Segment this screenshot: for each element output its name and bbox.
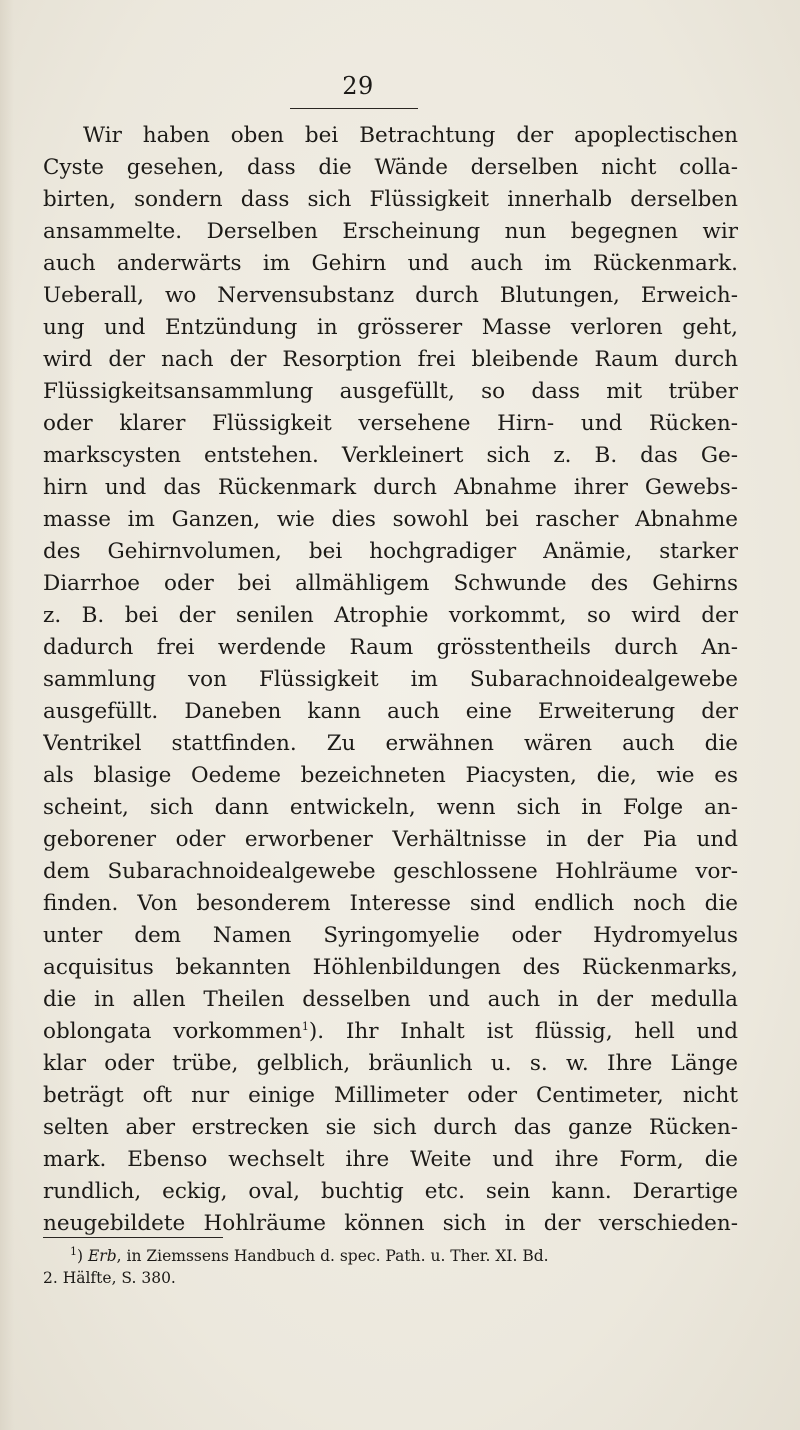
- text-line: z. B. bei der senilen Atrophie vorkommt, so wird der: [43, 603, 738, 628]
- footnote-marker: 1: [70, 1244, 77, 1258]
- text-line: oder klarer Flüssigkeit versehene Hirn- und Rücken-: [43, 411, 738, 436]
- footnote-author: Erb: [87, 1247, 117, 1265]
- text-line: markscysten entstehen. Verkleinert sich z. B. das Ge-: [43, 443, 738, 468]
- text-line: als blasige Oedeme bezeichneten Piacysten, die, wie es: [43, 763, 738, 788]
- text-line: klar oder trübe, gelblich, bräunlich u. s. w. Ihre Länge: [43, 1051, 738, 1076]
- text-line: Diarrhoe oder bei allmähligem Schwunde des Gehirns: [43, 571, 738, 596]
- text-line: hirn und das Rückenmark durch Abnahme ihrer Gewebs-: [43, 475, 738, 500]
- footnote-continuation: 2. Hälfte, S. 380.: [43, 1269, 176, 1287]
- text-line: sammlung von Flüssigkeit im Subarachnoidealgewebe: [43, 667, 738, 692]
- footnote-rule: [43, 1237, 223, 1238]
- text-line: Flüssigkeitsansammlung ausgefüllt, so dass mit trüber: [43, 379, 738, 404]
- text-line: Cyste gesehen, dass die Wände derselben nicht colla-: [43, 155, 738, 180]
- text-line: ansammelte. Derselben Erscheinung nun begegnen wir: [43, 219, 738, 244]
- footnote-reference[interactable]: 1: [301, 1019, 309, 1033]
- text-line: geborener oder erworbener Verhältnisse in der Pia und: [43, 827, 738, 852]
- text-fragment: oblongata vorkommen: [43, 1019, 302, 1044]
- text-line: neugebildete Hohlräume können sich in der verschieden-: [43, 1211, 738, 1236]
- text-line: Ventrikel stattfinden. Zu erwähnen wären auch die: [43, 731, 738, 756]
- page-edge-shadow: [0, 0, 14, 1430]
- text-line: des Gehirnvolumen, bei hochgradiger Anämie, starker: [43, 539, 738, 564]
- footnote: $^1$) Erb, in Ziemssens Handbuch d. spec. Path. u. Ther. XI. Bd.: [70, 1244, 549, 1265]
- page-number-rule: [290, 108, 418, 109]
- text-line: ausgefüllt. Daneben kann auch eine Erweiterung der: [43, 699, 738, 724]
- text-line: Ueberall, wo Nervensubstanz durch Blutungen, Erweich-: [43, 283, 738, 308]
- text-line: acquisitus bekannten Höhlenbildungen des Rückenmarks,: [43, 955, 738, 980]
- text-line: Wir haben oben bei Betrachtung der apoplectischen: [83, 123, 738, 148]
- footnote-text: , in Ziemssens Handbuch d. spec. Path. u. Ther. XI. Bd.: [116, 1247, 549, 1265]
- text-line: selten aber erstrecken sie sich durch das ganze Rücken-: [43, 1115, 738, 1140]
- text-line: dem Subarachnoidealgewebe geschlossene Hohlräume vor-: [43, 859, 738, 884]
- text-line: rundlich, eckig, oval, buchtig etc. sein kann. Derartige: [43, 1179, 738, 1204]
- text-line: masse im Ganzen, wie dies sowohl bei rascher Abnahme: [43, 507, 738, 532]
- text-line: dadurch frei werdende Raum grösstentheils durch An-: [43, 635, 738, 660]
- text-line: scheint, sich dann entwickeln, wenn sich in Folge an-: [43, 795, 738, 820]
- text-line-with-footnote-ref: [43, 1016, 738, 1048]
- text-line: ung und Entzündung in grösserer Masse verloren geht,: [43, 315, 738, 340]
- text-fragment: ). Ihr Inhalt ist flüssig, hell und: [308, 1019, 738, 1044]
- text-line: beträgt oft nur einige Millimeter oder Centimeter, nicht: [43, 1083, 738, 1108]
- text-line: auch anderwärts im Gehirn und auch im Rückenmark.: [43, 251, 738, 276]
- text-line: unter dem Namen Syringomyelie oder Hydromyelus: [43, 923, 738, 948]
- text-line: mark. Ebenso wechselt ihre Weite und ihre Form, die: [43, 1147, 738, 1172]
- text-line: finden. Von besonderem Interesse sind endlich noch die: [43, 891, 738, 916]
- text-line: die in allen Theilen desselben und auch in der medulla: [43, 987, 738, 1012]
- text-line: wird der nach der Resorption frei bleibende Raum durch: [43, 347, 738, 372]
- page-number: 29: [342, 72, 374, 100]
- text-line: birten, sondern dass sich Flüssigkeit innerhalb derselben: [43, 187, 738, 212]
